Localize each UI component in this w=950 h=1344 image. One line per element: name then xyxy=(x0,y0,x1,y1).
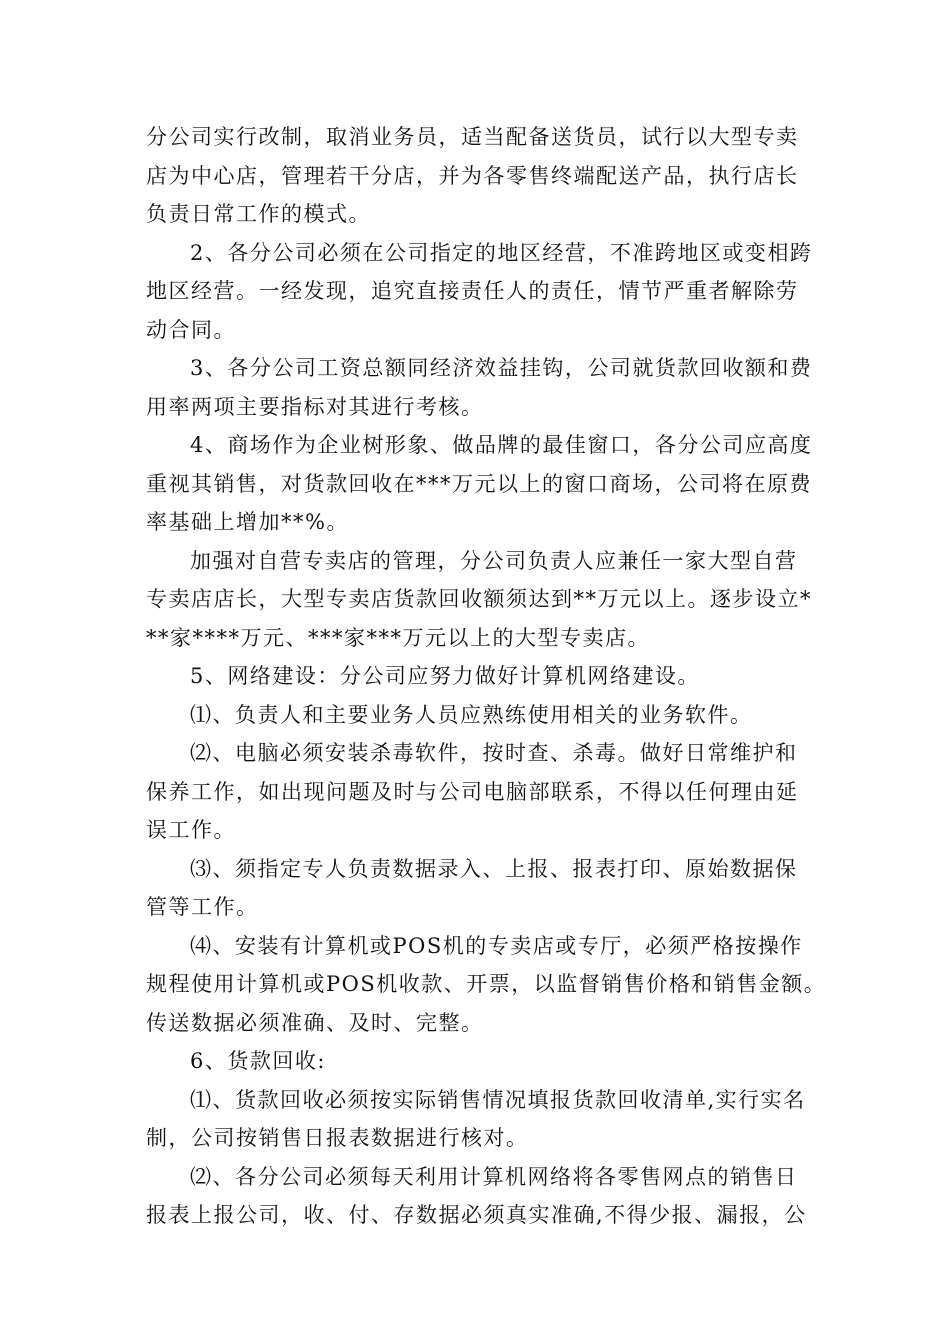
text-line: 报表上报公司，收、付、存数据必须真实准确,不得少报、漏报，公 xyxy=(146,1203,807,1227)
paragraph-start-line: ⑴、负责人和主要业务人员应熟练使用相关的业务软件。 xyxy=(190,702,753,727)
text-line: 传送数据必须准确、及时、完整。 xyxy=(146,1010,484,1035)
text-line: 地区经营。一经发现，追究直接责任人的责任，情节严重者解除劳 xyxy=(146,279,799,303)
text-line: 率基础上增加**%。 xyxy=(146,510,349,534)
text-line: 店为中心店，管理若干分店，并为各零售终端配送产品，执行店长 xyxy=(146,163,799,188)
text-line: 分公司实行改制，取消业务员，适当配备送货员，试行以大型专卖 xyxy=(146,125,799,149)
paragraph-start-line: ⑶、须指定专人负责数据录入、上报、报表打印、原始数据保 xyxy=(190,856,798,881)
paragraph-start-line: 3、各分公司工资总额同经济效益挂钩，公司就货款回收额和费 xyxy=(190,356,813,380)
document-body xyxy=(146,118,827,1235)
text-line: 负责日常工作的模式。 xyxy=(146,202,371,226)
text-line: **家****万元、***家***万元以上的大型专卖店。 xyxy=(146,625,650,650)
text-line: 误工作。 xyxy=(146,818,236,842)
text-line: 重视其销售，对货款回收在***万元以上的窗口商场，公司将在原费 xyxy=(146,471,812,496)
text-line: 管等工作。 xyxy=(146,895,259,919)
text-line: 用率两项主要指标对其进行考核。 xyxy=(146,394,484,419)
paragraph-start-line: ⑵、各分公司必须每天利用计算机网络将各零售网点的销售日 xyxy=(190,1164,798,1189)
text-line: 动合同。 xyxy=(146,317,236,342)
text-line: 专卖店店长，大型专卖店货款回收额须达到**万元以上。逐步设立* xyxy=(146,587,812,611)
paragraph-start-line: 4、商场作为企业树形象、做品牌的最佳窗口，各分公司应高度 xyxy=(190,433,813,457)
paragraph-start-line: ⑵、电脑必须安装杀毒软件，按时查、杀毒。做好日常维护和 xyxy=(190,741,798,765)
paragraph-start-line: ⑴、货款回收必须按实际销售情况填报货款回收清单,实行实名 xyxy=(190,1087,806,1112)
text-line: 规程使用计算机或POS机收款、开票，以监督销售价格和销售金额。 xyxy=(146,972,827,996)
paragraph-start-line: 加强对自营专卖店的管理，分公司负责人应兼任一家大型自营 xyxy=(190,548,798,573)
text-line: 制，公司按销售日报表数据进行核对。 xyxy=(146,1126,529,1150)
paragraph-start-line: 5、网络建设：分公司应努力做好计算机网络建设。 xyxy=(190,664,700,688)
paragraph-start-line: 6、货款回收: xyxy=(190,1049,326,1073)
paragraph-start-line: 2、各分公司必须在公司指定的地区经营，不准跨地区或变相跨 xyxy=(190,240,813,265)
text-line: 保养工作，如出现问题及时与公司电脑部联系，不得以任何理由延 xyxy=(146,779,799,804)
paragraph-start-line: ⑷、安装有计算机或POS机的专卖店或专厅，必须严格按操作 xyxy=(190,933,803,958)
